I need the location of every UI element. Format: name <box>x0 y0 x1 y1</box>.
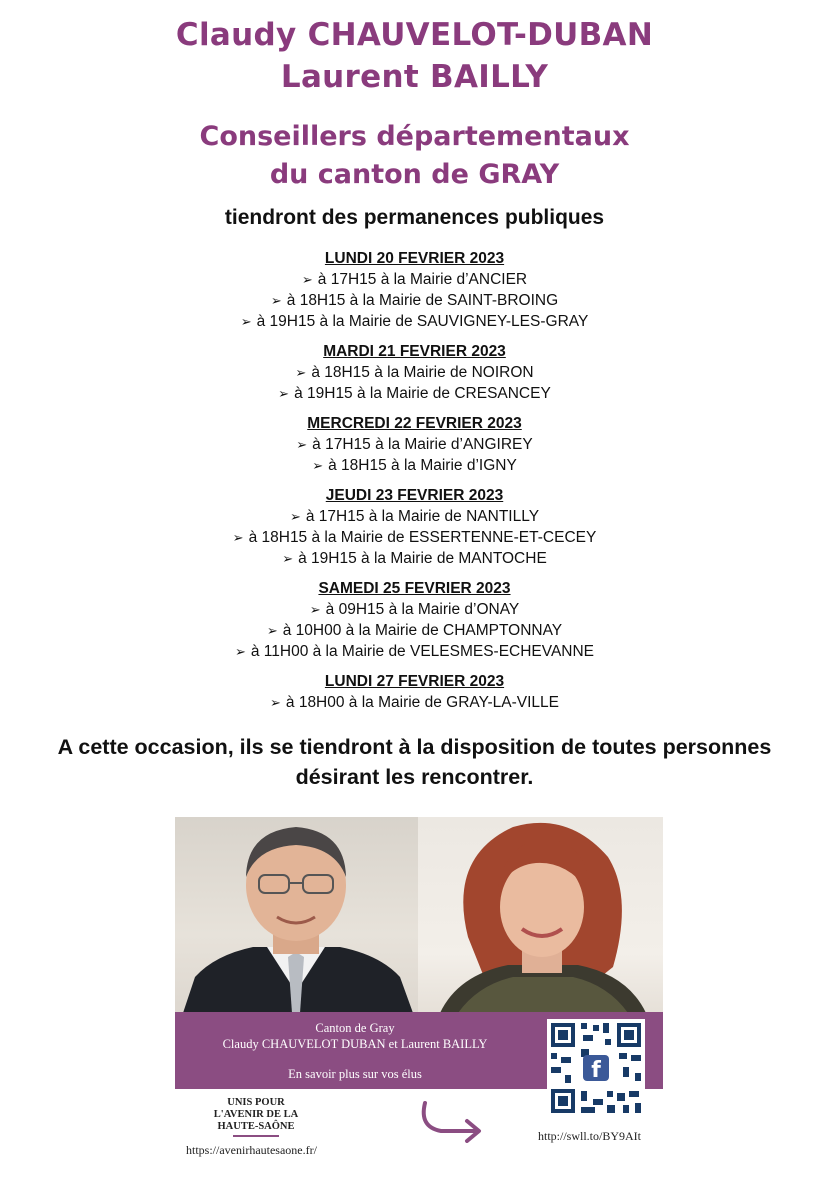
arrowhead-bullet-icon: ➢ <box>240 314 252 329</box>
banner-canton: Canton de Gray <box>315 1021 395 1035</box>
arrowhead-bullet-icon: ➢ <box>309 602 321 617</box>
schedule-day <box>0 248 829 332</box>
day-title: MERCREDI 22 FEVRIER 2023 <box>307 415 522 432</box>
day-title: JEUDI 23 FEVRIER 2023 <box>325 487 504 504</box>
slot-text: à 18H15 à la Mairie de ESSERTENNE-ET-CECEY <box>248 529 597 546</box>
logo-line-1: UNIS POUR <box>227 1097 285 1108</box>
role-line-2: du canton de GRAY <box>269 159 560 190</box>
arrowhead-bullet-icon: ➢ <box>312 458 324 473</box>
schedule-slot <box>0 383 829 404</box>
arrowhead-bullet-icon: ➢ <box>295 365 307 380</box>
arrowhead-bullet-icon: ➢ <box>296 437 308 452</box>
slot-text: à 18H15 à la Mairie d’IGNY <box>328 457 517 474</box>
schedule-slot <box>0 620 829 641</box>
slot-text: à 18H00 à la Mairie de GRAY-LA-VILLE <box>285 694 560 711</box>
arrowhead-bullet-icon: ➢ <box>270 293 282 308</box>
arrowhead-bullet-icon: ➢ <box>234 644 246 659</box>
arrowhead-bullet-icon: ➢ <box>282 551 294 566</box>
day-title: LUNDI 27 FEVRIER 2023 <box>324 673 505 690</box>
banner-text <box>175 1020 535 1082</box>
slot-text: à 17H15 à la Mairie d’ANCIER <box>317 271 528 288</box>
name-laurent: Laurent BAILLY <box>280 59 549 95</box>
day-title: LUNDI 20 FEVRIER 2023 <box>324 250 505 267</box>
schedule-slot <box>0 434 829 455</box>
schedule-list <box>0 248 829 722</box>
svg-text:f: f <box>591 1058 601 1083</box>
slot-text: à 18H15 à la Mairie de NOIRON <box>311 364 534 381</box>
schedule-slot <box>0 506 829 527</box>
arrowhead-bullet-icon: ➢ <box>289 509 301 524</box>
day-title: MARDI 21 FEVRIER 2023 <box>323 343 506 360</box>
banner-more-info: En savoir plus sur vos élus <box>288 1067 422 1081</box>
slot-text: à 09H15 à la Mairie d’ONAY <box>325 601 520 618</box>
curved-arrow-icon <box>417 1097 489 1148</box>
schedule-slot <box>0 548 829 569</box>
banner-names: Claudy CHAUVELOT DUBAN et Laurent BAILLY <box>222 1037 488 1051</box>
councillor-names <box>0 14 829 98</box>
schedule-day <box>0 413 829 476</box>
councillor-photos <box>175 817 663 1013</box>
logo-underline <box>233 1135 279 1137</box>
slot-text: à 18H15 à la Mairie de SAINT-BROING <box>286 292 559 309</box>
intro-text: tiendront des permanences publiques <box>224 206 605 229</box>
schedule-slot <box>0 290 829 311</box>
arrowhead-bullet-icon: ➢ <box>301 272 313 287</box>
slot-text: à 10H00 à la Mairie de CHAMPTONNAY <box>282 622 563 639</box>
party-logo <box>196 1097 316 1137</box>
schedule-slot <box>0 311 829 332</box>
schedule-slot <box>0 362 829 383</box>
photo-claudy-chauvelot-duban <box>418 817 663 1013</box>
schedule-slot <box>0 269 829 290</box>
website-link[interactable]: https://avenirhautesaone.fr/ <box>186 1143 317 1157</box>
arrowhead-bullet-icon: ➢ <box>269 695 281 710</box>
slot-text: à 19H15 à la Mairie de CRESANCEY <box>294 385 551 402</box>
slot-text: à 19H15 à la Mairie de MANTOCHE <box>298 550 547 567</box>
closing-text: A cette occasion, ils se tiendront à la disposition de toutes personnes désirant les rencontrer. <box>57 735 772 789</box>
logo-line-3: HAUTE-SAÔNE <box>217 1121 295 1132</box>
slot-text: à 11H00 à la Mairie de VELESMES-ECHEVANNE <box>250 643 595 660</box>
schedule-day <box>0 578 829 662</box>
logo-line-2: L'AVENIR DE LA <box>213 1109 299 1120</box>
schedule-slot <box>0 527 829 548</box>
schedule-slot <box>0 599 829 620</box>
day-title: SAMEDI 25 FEVRIER 2023 <box>318 580 511 597</box>
slot-text: à 19H15 à la Mairie de SAUVIGNEY-LES-GRAY <box>256 313 589 330</box>
schedule-day <box>0 485 829 569</box>
arrowhead-bullet-icon: ➢ <box>232 530 244 545</box>
schedule-slot <box>0 455 829 476</box>
short-link[interactable]: http://swll.to/BY9AIt <box>538 1129 642 1143</box>
photo-laurent-bailly <box>175 817 418 1013</box>
schedule-day <box>0 341 829 404</box>
schedule-slot <box>0 641 829 662</box>
name-claudy: Claudy CHAUVELOT-DUBAN <box>175 17 654 53</box>
arrowhead-bullet-icon: ➢ <box>278 386 290 401</box>
slot-text: à 17H15 à la Mairie de NANTILLY <box>305 508 540 525</box>
role-title <box>0 118 829 194</box>
arrowhead-bullet-icon: ➢ <box>266 623 278 638</box>
slot-text: à 17H15 à la Mairie d’ANGIREY <box>312 436 533 453</box>
role-line-1: Conseillers départementaux <box>199 121 630 152</box>
schedule-slot <box>0 692 829 713</box>
schedule-day <box>0 671 829 713</box>
qr-code-icon[interactable] <box>547 1019 645 1117</box>
